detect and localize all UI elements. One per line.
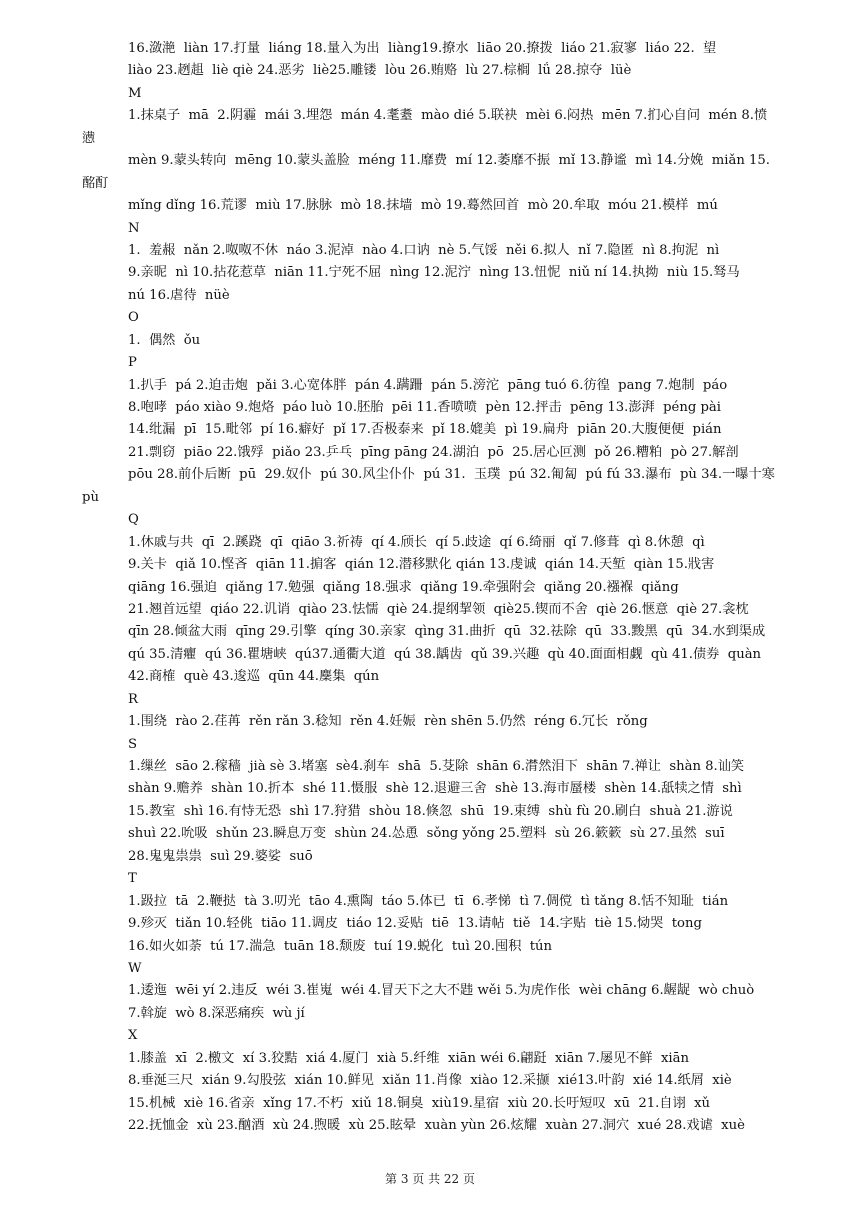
text-line-20: pōu 28.前仆后断 pū 29.奴仆 pú 30.风尘仆仆 pú 31. 玉璞 pú 32.匍匐 pú fú 33.瀑布 pù 34.一曝十寒: [128, 467, 775, 483]
text-line-19: 21.剽窃 piāo 22.饿殍 piǎo 23.乒乓 pīng pāng 24.湖泊 pō 25.居心叵测 pǒ 26.糟粕 pò 27.解剖: [128, 444, 739, 460]
section-heading-s: S: [128, 736, 138, 752]
text-line-26: 21.翘首远望 qiáo 22.讥诮 qiào 23.怯懦 qiè 24.提纲挈领 qiè25.锲而不舍 qiè 26.惬意 qiè 27.衾枕: [128, 601, 749, 617]
document-body: [82, 38, 782, 1137]
text-line-48: 15.机械 xiè 16.省亲 xǐng 17.不朽 xiǔ 18.铜臭 xiù19.星宿 xiù 20.长吁短叹 xū 21.自诩 xǔ: [128, 1095, 710, 1111]
text-line-23: 1.休戚与共 qī 2.蹊跷 qī qiāo 3.祈祷 qí 4.颀长 qí 5.歧途 qí 6.绮丽 qǐ 7.修葺 qì 8.休憩 qì: [128, 534, 705, 550]
text-line-5: 懑: [82, 130, 96, 146]
text-line-10: 1. 羞赧 nǎn 2.呶呶不休 náo 3.泥淖 nào 4.口讷 nè 5.气馁 něi 6.拟人 nǐ 7.隐匿 nì 8.拘泥 nì: [128, 242, 720, 258]
text-line-49: 22.抚恤金 xù 23.酗酒 xù 24.煦暖 xù 25.眩晕 xuàn yùn 26.炫耀 xuàn 27.洞穴 xué 28.戏谑 xuè: [128, 1118, 745, 1133]
section-heading-n: N: [128, 220, 140, 236]
text-line-36: shuì 22.吮吸 shǔn 23.瞬息万变 shùn 24.怂恿 sǒng yǒng 25.塑料 sù 26.簌簌 sù 27.虽然 suī: [128, 826, 725, 842]
text-line-7: 酩酊: [82, 175, 109, 191]
section-heading-w: W: [128, 960, 142, 976]
text-line-2: liào 23.趔趄 liè qiè 24.恶劣 liè25.雕镂 lòu 26.贿赂 lù 27.棕榈 lǘ 28.掠夺 lüè: [128, 63, 632, 79]
section-heading-m: M: [128, 85, 142, 101]
text-line-40: 9.殄灭 tiǎn 10.轻佻 tiāo 11.调皮 tiáo 12.妥贴 tiē 13.请帖 tiě 14.字贴 tiè 15.恸哭 tong: [128, 916, 702, 932]
section-heading-q: Q: [128, 512, 139, 528]
text-line-1: 16.潋滟 liàn 17.打量 liáng 18.量入为出 liàng19.撩水 liāo 20.撩拨 liáo 21.寂寥 liáo 22. 望: [128, 41, 717, 56]
page-footer: 第 3 页 共 22 页: [385, 1172, 475, 1186]
text-line-37: 28.鬼鬼祟祟 suì 29.婆娑 suō: [128, 848, 313, 864]
section-heading-r: R: [128, 691, 138, 707]
text-line-35: 15.教室 shì 16.有恃无恐 shì 17.狩猎 shòu 18.倏忽 shū 19.束缚 shù fù 20.刷白 shuà 21.游说: [128, 803, 733, 819]
text-line-14: 1. 偶然 ǒu: [128, 332, 201, 348]
text-line-41: 16.如火如荼 tú 17.湍急 tuān 18.颓废 tuí 19.蜕化 tuì 20.囤积 tún: [128, 938, 553, 954]
text-line-34: shàn 9.赡养 shàn 10.折本 shé 11.慑服 shè 12.退避三舍 shè 13.海市蜃楼 shèn 14.舐犊之情 shì: [128, 781, 742, 797]
text-line-27: qīn 28.倾盆大雨 qīng 29.引擎 qíng 30.亲家 qìng 31.曲折 qū 32.祛除 qū 33.黢黑 qū 34.水到渠成: [128, 624, 766, 640]
text-line-11: 9.亲昵 nì 10.拈花惹草 niān 11.宁死不屈 nìng 12.泥泞 nìng 13.忸怩 niǔ ní 14.执拗 niù 15.驽马: [128, 265, 740, 281]
text-line-6: mèn 9.蒙头转向 mēng 10.蒙头盖脸 méng 11.靡费 mí 12.萎靡不振 mǐ 13.静谧 mì 14.分娩 miǎn 15.: [128, 153, 770, 169]
text-line-47: 8.垂涎三尺 xián 9.勾股弦 xián 10.鲜见 xiǎn 11.肖像 xiào 12.采撷 xié13.叶韵 xié 14.纸屑 xiè: [128, 1073, 732, 1089]
text-line-44: 7.斡旋 wò 8.深恶痛疾 wù jí: [128, 1005, 305, 1021]
text-line-39: 1.趿拉 tā 2.鞭挞 tà 3.叨光 tāo 4.熏陶 táo 5.体已 tī 6.孝悌 tì 7.倜傥 tì tǎng 8.恬不知耻 tián: [128, 893, 729, 909]
section-heading-o: O: [128, 310, 139, 326]
text-line-29: 42.商榷 què 43.逡巡 qūn 44.麇集 qún: [128, 669, 380, 685]
text-line-18: 14.纰漏 pī 15.毗邻 pí 16.癖好 pǐ 17.否极泰来 pǐ 18.媲美 pì 19.扁舟 piān 20.大腹便便 pián: [128, 422, 722, 438]
text-line-21: pù: [82, 489, 99, 505]
section-heading-x: X: [128, 1028, 138, 1044]
text-line-8: mǐng dǐng 16.荒谬 miù 17.脉脉 mò 18.抹墙 mò 19.蓦然回首 mò 20.牟取 móu 21.模样 mú: [128, 198, 718, 214]
text-line-12: nú 16.虐待 nüè: [128, 287, 230, 303]
text-line-17: 8.咆哮 páo xiào 9.炮烙 páo luò 10.胚胎 pēi 11.香喷喷 pèn 12.抨击 pēng 13.澎湃 péng pài: [128, 400, 722, 415]
text-line-43: 1.逶迤 wēi yí 2.违反 wéi 3.崔嵬 wéi 4.冒天下之大不韪 wěi 5.为虎作伥 wèi chāng 6.龌龊 wò chuò: [128, 983, 755, 999]
text-line-24: 9.关卡 qiǎ 10.悭吝 qiān 11.掮客 qián 12.潜移默化 qián 13.虔诚 qián 14.天堑 qiàn 15.戕害: [128, 557, 715, 573]
text-line-46: 1.膝盖 xī 2.檄文 xí 3.狡黠 xiá 4.厦门 xià 5.纤维 xiān wéi 6.翩跹 xiān 7.屡见不鲜 xiān: [128, 1050, 689, 1066]
text-line-4: 1.抹桌子 mā 2.阴霾 mái 3.埋怨 mán 4.耄耋 mào dié 5.联袂 mèi 6.闷热 mēn 7.扪心自问 mén 8.愤: [128, 108, 768, 124]
text-line-28: qú 35.清癯 qú 36.瞿塘峡 qú37.通衢大道 qú 38.龋齿 qǔ 39.兴趣 qù 40.面面相觑 qù 41.债券 quàn: [128, 646, 762, 662]
text-line-25: qiāng 16.强迫 qiǎng 17.勉强 qiǎng 18.强求 qiǎng 19.牵强附会 qiǎng 20.襁褓 qiǎng: [128, 579, 679, 595]
section-heading-p: P: [128, 355, 137, 371]
text-line-31: 1.围绕 rào 2.荏苒 rěn rǎn 3.稔知 rěn 4.妊娠 rèn shēn 5.仍然 réng 6.冗长 rǒng: [128, 714, 648, 730]
text-line-33: 1.缫丝 sāo 2.稼穑 jià sè 3.堵塞 sè4.刹车 shā 5.芟除 shān 6.潸然泪下 shān 7.禅让 shàn 8.讪笑: [128, 759, 745, 774]
text-line-16: 1.扒手 pá 2.迫击炮 pǎi 3.心宽体胖 pán 4.蹒跚 pán 5.滂沱 pāng tuó 6.彷徨 pang 7.炮制 páo: [128, 377, 728, 393]
section-heading-t: T: [128, 871, 137, 887]
